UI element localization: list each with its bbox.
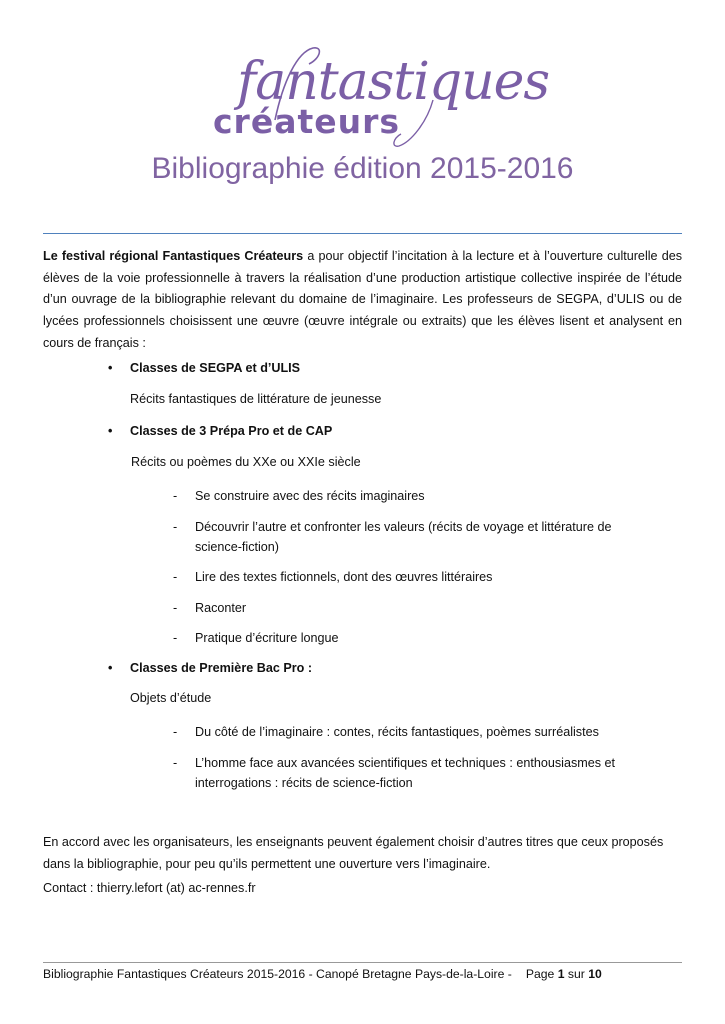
dash-marker: - [173,520,178,534]
logo-script-text: fantastiques [237,52,550,112]
intro-bold-lead: Le festival régional Fantastiques Créateurs [43,249,304,263]
list-item-text: Se construire avec des récits imaginaires [195,489,425,503]
logo-bold-text: créateurs [213,102,401,141]
bullet-icon: • [108,661,113,675]
dash-marker: - [173,570,178,584]
footer-divider [43,962,682,963]
intro-text: a pour objectif l’incitation à la lecture et à l’ouverture culturelle des élèves de la voie professionnelle à travers la réalisation d’une production artistique collective inspirée de l’étude d’un ouvrage de la bibliographie relevant du domaine de l’imaginaire. Les professeurs de SEGPA, d’ULIS ou de lycées professionnels choisissent une œuvre (œuvre intégrale ou extraits) que les élèves lisent et analysent en cours de français : [43,249,682,350]
dash-marker: - [173,601,178,615]
dash-marker: - [173,489,178,503]
section-sub-segpa: Récits fantastiques de littérature de jeunesse [130,392,382,406]
page-label: Page [525,967,555,981]
page-footer [43,967,602,981]
section-sub-bac-pro: Objets d’étude [130,691,212,705]
closing-paragraph: En accord avec les organisateurs, les enseignants peuvent également choisir d’autres titres que ceux proposés dans la bibliographie, pour peu qu’ils permettent une ouverture vers l’imaginaire. [43,835,664,871]
list-item-text: L’homme face aux avancées scientifiques et techniques : enthousiasmes et interrogations : récits de science-fiction [195,756,616,790]
bullet-icon: • [108,361,113,375]
page-current: 1 [557,967,565,981]
section-heading-text: Classes de 3 Prépa Pro et de CAP [130,424,333,438]
list-item-text: Lire des textes fictionnels, dont des œuvres littéraires [195,570,493,584]
dash-marker: - [173,631,178,645]
title-divider [43,233,682,234]
page-number [526,967,602,981]
list-item-text: Découvrir l’autre et confronter les valeurs (récits de voyage et littérature de science-fiction) [195,520,612,554]
page-of: sur [567,967,585,981]
intro-paragraph [43,246,682,355]
footer-text: Bibliographie Fantastiques Créateurs 2015-2016 - Canopé Bretagne Pays-de-la-Loire - [43,967,512,981]
contact-line: Contact : thierry.lefort (at) ac-rennes.fr [43,881,256,895]
section-sub-cap: Récits ou poèmes du XXe ou XXIe siècle [131,455,361,469]
page-title: Bibliographie édition 2015-2016 [151,152,574,185]
section-heading-text: Classes de SEGPA et d’ULIS [130,361,301,375]
dash-marker: - [173,756,178,770]
page-total: 10 [588,967,602,981]
list-item-text: Pratique d’écriture longue [195,631,339,645]
bullet-icon: • [108,424,113,438]
section-heading-text: Classes de Première Bac Pro : [130,661,313,675]
list-item-text: Raconter [195,601,247,615]
dash-marker: - [173,725,178,739]
festival-logo [205,42,550,152]
list-item-text: Du côté de l’imaginaire : contes, récits fantastiques, poèmes surréalistes [195,725,599,739]
